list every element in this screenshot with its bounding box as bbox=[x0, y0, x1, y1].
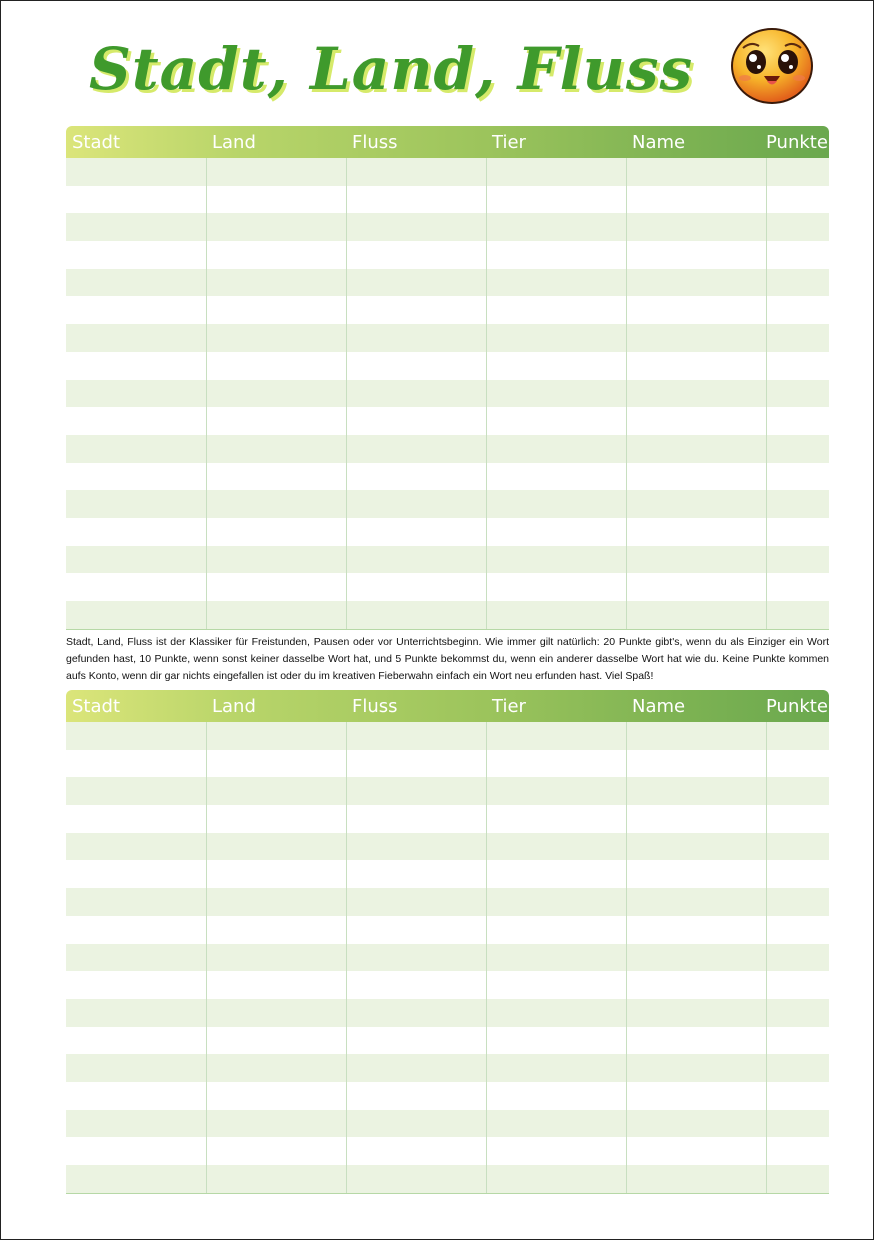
table-body bbox=[66, 722, 829, 1194]
table-row bbox=[66, 158, 829, 186]
table-row bbox=[66, 186, 829, 214]
table-row bbox=[66, 777, 829, 805]
game-instructions: Stadt, Land, Fluss ist der Klassiker für Freistunden, Pausen oder vor Unterrichtsbeginn. Wie immer gilt natürlich: 20 Punkte gibt's, wenn du als Einziger ein Wort gefunden hast, 10 Punkte, wenn sonst keiner dasselbe Wort hat, und 5 Punkte bekommst du, wenn ein anderer dasselbe Wort hat wie du. Keine Punkte kommen aufs Konto, wenn dir gar nichts eingefallen ist oder du im kreativen Fieberwahn einfach ein Wort neu erfunden hast. Viel Spaß! bbox=[66, 636, 829, 682]
smiling-face-emoji-icon bbox=[729, 26, 815, 106]
column-divider bbox=[486, 158, 487, 629]
column-divider bbox=[766, 722, 767, 1193]
column-divider bbox=[626, 158, 627, 629]
table-header bbox=[66, 126, 829, 158]
table-row bbox=[66, 241, 829, 269]
column-header-name: Name bbox=[632, 132, 686, 153]
table-row bbox=[66, 269, 829, 297]
page-title: Stadt, Land, Fluss bbox=[89, 35, 694, 103]
table-row bbox=[66, 805, 829, 833]
column-header-fluss: Fluss bbox=[352, 696, 398, 717]
column-header-stadt: Stadt bbox=[72, 696, 120, 717]
table-row bbox=[66, 546, 829, 574]
column-divider bbox=[346, 722, 347, 1193]
table-body bbox=[66, 158, 829, 630]
table-row bbox=[66, 213, 829, 241]
table-row bbox=[66, 407, 829, 435]
table-row bbox=[66, 1082, 829, 1110]
table-row bbox=[66, 324, 829, 352]
table-row bbox=[66, 463, 829, 491]
table-row bbox=[66, 888, 829, 916]
table-row bbox=[66, 518, 829, 546]
table-row bbox=[66, 750, 829, 778]
column-header-land: Land bbox=[212, 696, 256, 717]
table-row bbox=[66, 352, 829, 380]
table-row bbox=[66, 722, 829, 750]
column-divider bbox=[766, 158, 767, 629]
column-divider bbox=[206, 722, 207, 1193]
table-row bbox=[66, 916, 829, 944]
table-row bbox=[66, 380, 829, 408]
column-divider bbox=[486, 722, 487, 1193]
table-row bbox=[66, 999, 829, 1027]
table-row bbox=[66, 1137, 829, 1165]
column-header-fluss: Fluss bbox=[352, 132, 398, 153]
column-header-punkte: Punkte bbox=[766, 696, 828, 717]
table-row bbox=[66, 971, 829, 999]
score-table-2 bbox=[66, 690, 829, 1194]
table-row bbox=[66, 435, 829, 463]
table-row bbox=[66, 573, 829, 601]
table-header bbox=[66, 690, 829, 722]
table-row bbox=[66, 833, 829, 861]
table-row bbox=[66, 1110, 829, 1138]
column-header-name: Name bbox=[632, 696, 686, 717]
table-row bbox=[66, 490, 829, 518]
table-row bbox=[66, 296, 829, 324]
column-header-punkte: Punkte bbox=[766, 132, 828, 153]
table-row bbox=[66, 1165, 829, 1193]
column-divider bbox=[206, 158, 207, 629]
column-header-stadt: Stadt bbox=[72, 132, 120, 153]
column-divider bbox=[346, 158, 347, 629]
column-header-land: Land bbox=[212, 132, 256, 153]
column-header-tier: Tier bbox=[492, 132, 526, 153]
table-row bbox=[66, 1027, 829, 1055]
table-row bbox=[66, 860, 829, 888]
column-header-tier: Tier bbox=[492, 696, 526, 717]
table-row bbox=[66, 1054, 829, 1082]
column-divider bbox=[626, 722, 627, 1193]
table-row bbox=[66, 601, 829, 629]
score-table-1 bbox=[66, 126, 829, 630]
table-row bbox=[66, 944, 829, 972]
